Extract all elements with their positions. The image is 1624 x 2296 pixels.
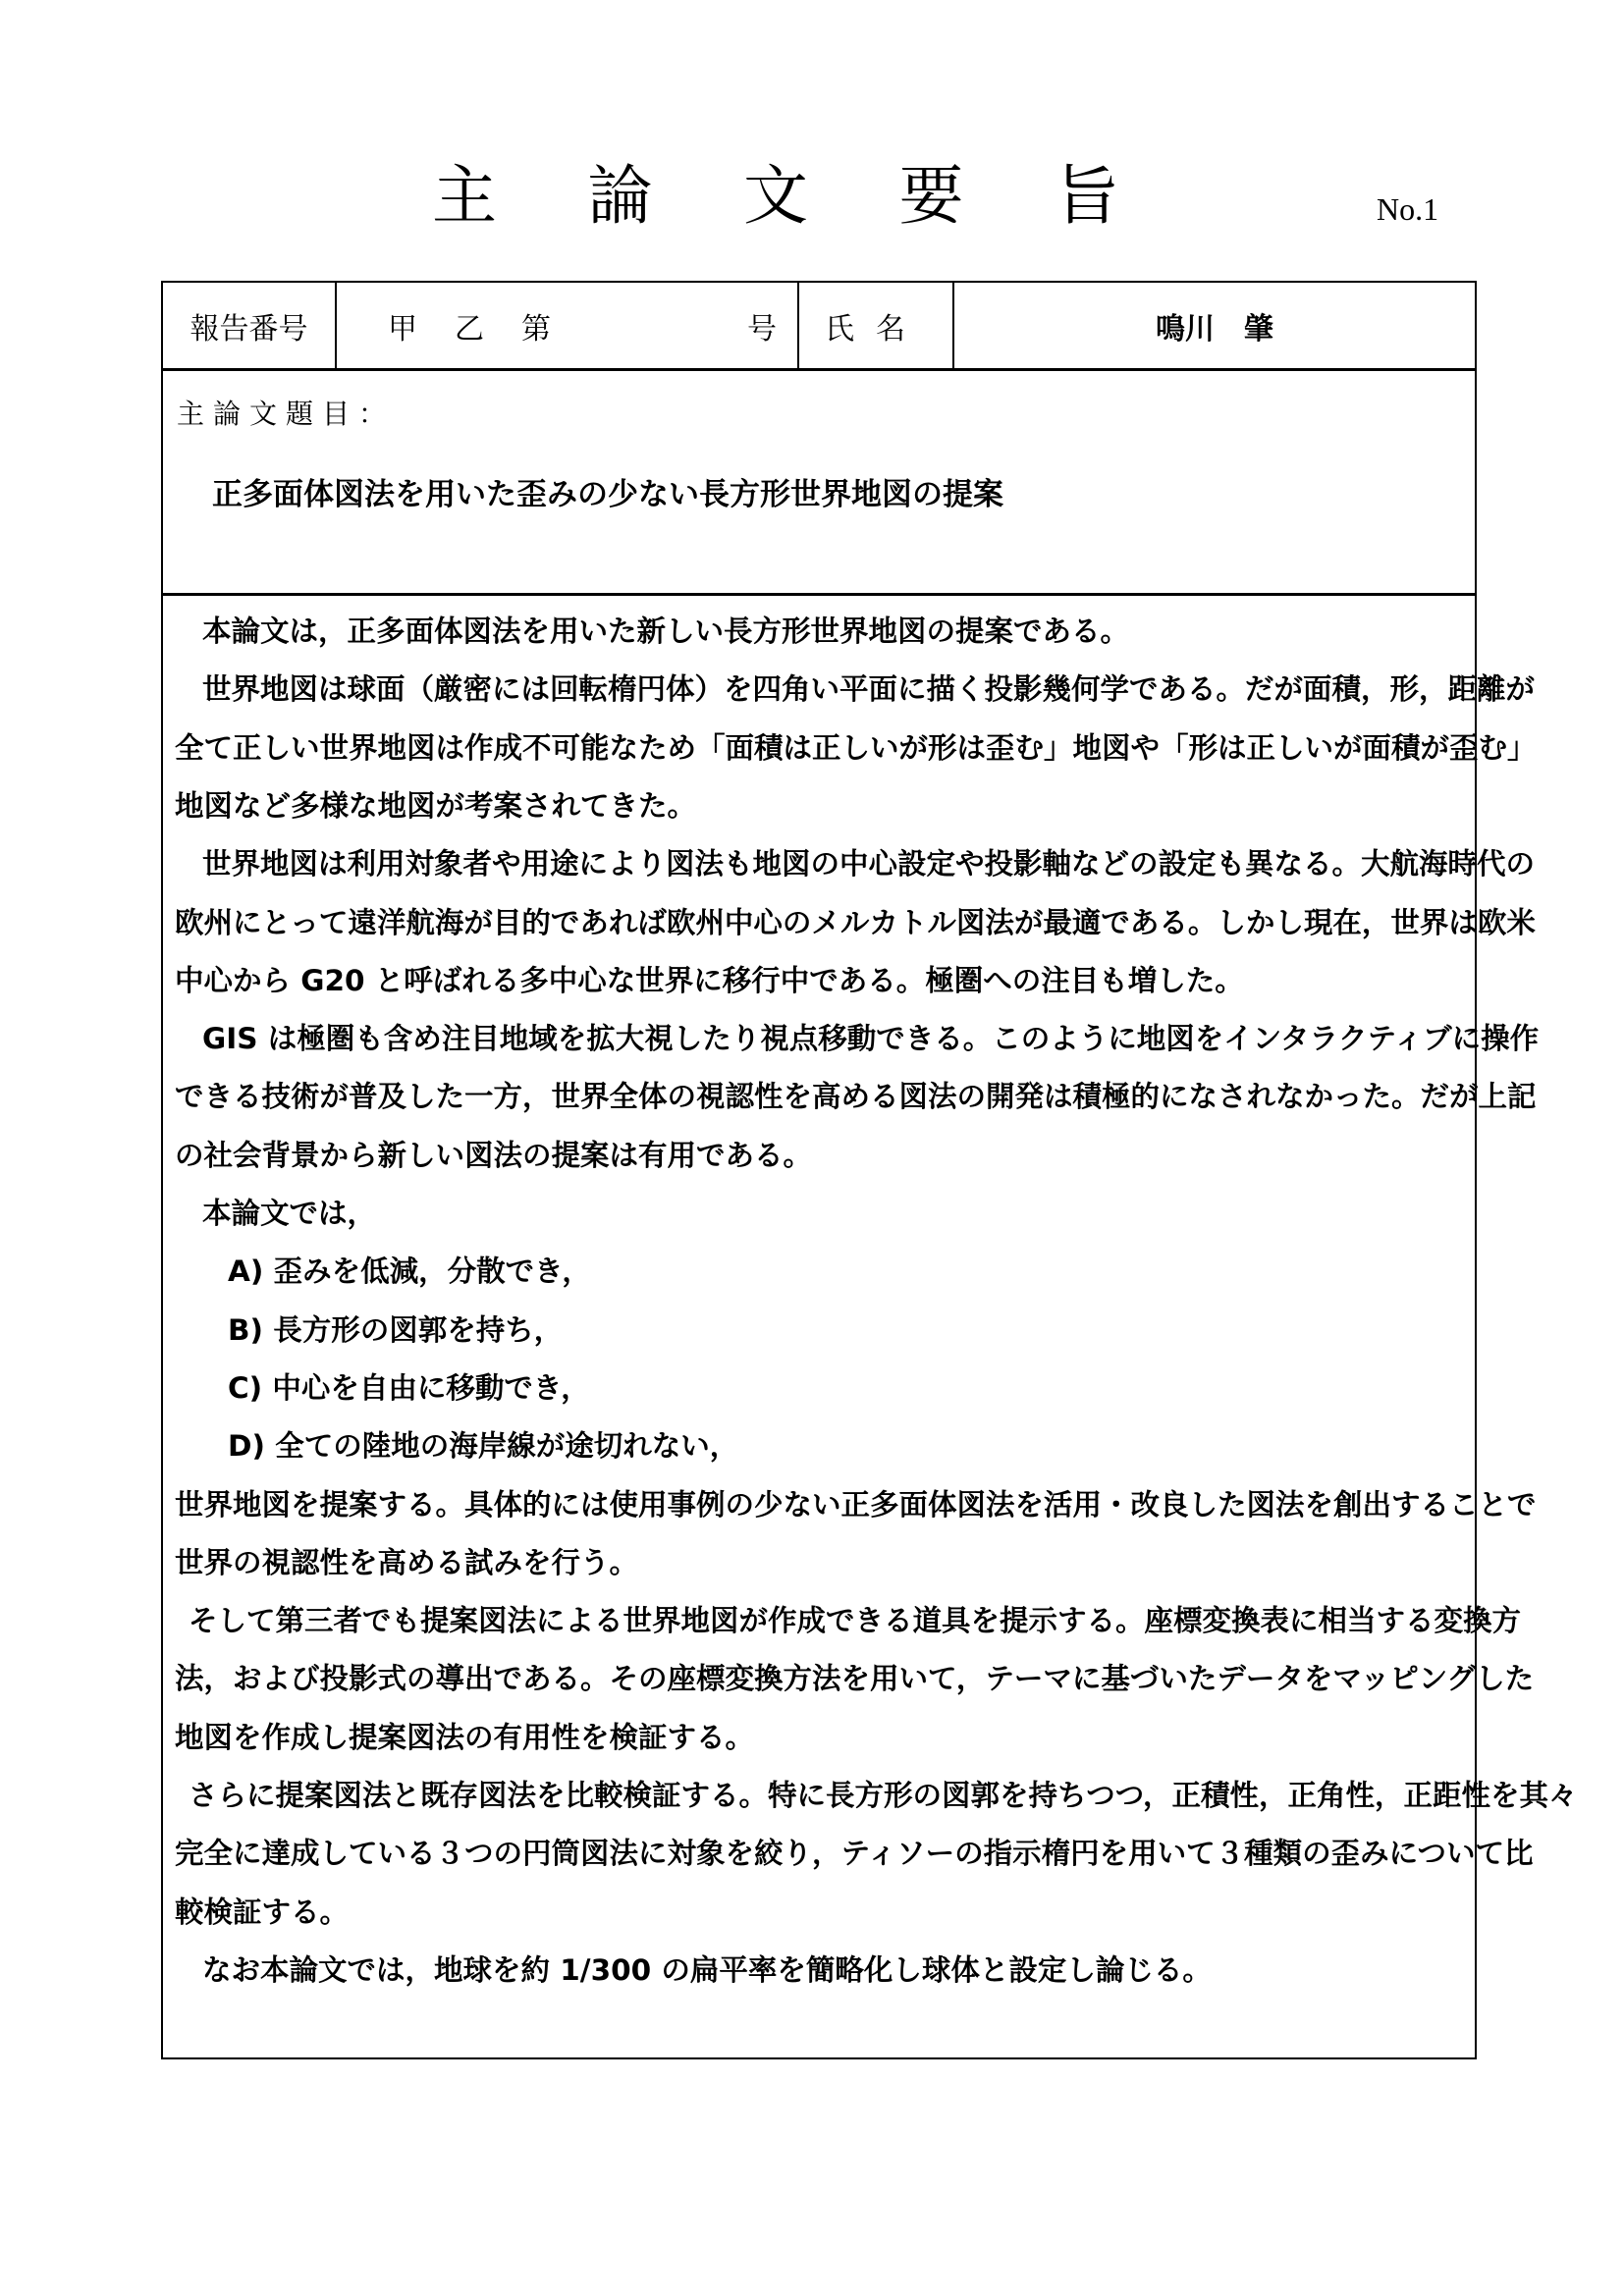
- report-number-label: 報告番号: [163, 283, 337, 368]
- abstract-line: D) 全ての陸地の海岸線が途切れない，: [228, 1429, 739, 1464]
- thesis-title: 正多面体図法を用いた歪みの少ない長方形世界地図の提案: [212, 477, 1003, 512]
- abstract-line: GIS は極圏も含め注目地域を拡大視したり視点移動できる。このように地図をインタラクティブに操作: [202, 1022, 1540, 1056]
- abstract-line: 世界地図は利用対象者や用途により図法も地図の中心設定や投影軸などの設定も異なる。大航海時代の: [202, 847, 1536, 881]
- summary-form: [161, 281, 1578, 2059]
- abstract-line: C) 中心を自由に移動でき，: [228, 1370, 590, 1405]
- report-otsu: 乙: [455, 311, 484, 347]
- name-label: 氏名: [799, 283, 954, 368]
- report-number-field: [337, 283, 799, 368]
- abstract-line: の社会背景から新しい図法の提案は有用である。: [175, 1138, 813, 1172]
- abstract-line: A) 歪みを低減，分散でき，: [228, 1255, 591, 1289]
- abstract-line: 世界の視認性を高める試みを行う。: [175, 1545, 639, 1579]
- abstract-line: 本論文は，正多面体図法を用いた新しい長方形世界地図の提案である。: [202, 614, 1130, 648]
- abstract-line: 地図を作成し提案図法の有用性を検証する。: [175, 1720, 755, 1754]
- page-number: No.1: [1377, 191, 1439, 227]
- title-char: 文: [743, 158, 808, 234]
- abstract-line: 世界地図を提案する。具体的には使用事例の少ない正多面体図法を活用・改良した図法を創出することで: [175, 1487, 1537, 1522]
- thesis-title-label: 主論文題目：: [177, 398, 396, 430]
- abstract-line: 中心から G20 と呼ばれる多中心な世界に移行中である。極圏への注目も増した。: [175, 963, 1244, 997]
- abstract-line: 法，および投影式の導出である。その座標変換方法を用いて，テーマに基づいたデータをマッピングした: [175, 1662, 1535, 1696]
- abstract-line: 較検証する。: [175, 1895, 350, 1929]
- abstract-line: 本論文では，: [202, 1197, 377, 1230]
- title-char: 旨: [1055, 158, 1119, 234]
- abstract-line: できる技術が普及した一方，世界全体の視認性を高める図法の開発は積極的になされなかった。だが上記: [175, 1080, 1537, 1114]
- title-char: 主: [432, 158, 497, 234]
- abstract-line: そして第三者でも提案図法による世界地図が作成できる道具を提示する。座標変換表に相当する変換方: [189, 1604, 1522, 1638]
- thesis-title-row: [163, 371, 1475, 596]
- abstract-line: 世界地図は球面（厳密には回転楕円体）を四角い平面に描く投影幾何学である。だが面積，形，距離が: [202, 672, 1536, 707]
- abstract-line: さらに提案図法と既存図法を比較検証する。特に長方形の図郭を持ちつつ，正積性，正角性，正距性を其々: [189, 1779, 1578, 1812]
- abstract-line: 欧州にとって遠洋航海が目的であれば欧州中心のメルカトル図法が最適である。しかし現在，世界は欧米: [175, 905, 1536, 939]
- info-row: [163, 283, 1475, 371]
- title-char: 論: [587, 158, 653, 234]
- report-gou: 号: [747, 311, 777, 347]
- abstract-line: 全て正しい世界地図は作成不可能なため「面積は正しいが形は歪む」地図や「形は正しいが面積が歪む」: [175, 730, 1537, 765]
- abstract-line: 完全に達成している３つの円筒図法に対象を絞り，ティソーの指示楕円を用いて３種類の歪みについて比: [175, 1837, 1534, 1871]
- author-name: 鳴川 肇: [1156, 311, 1273, 347]
- report-kou: 甲: [388, 311, 417, 347]
- abstract-line: 地図など多様な地図が考案されてきた。: [175, 788, 697, 823]
- abstract-line: B) 長方形の図郭を持ち，: [228, 1312, 564, 1347]
- report-dai: 第: [521, 311, 551, 347]
- abstract-line: なお本論文では，地球を約 1/300 の扁平率を簡略化し球体と設定し論じる。: [202, 1952, 1212, 1987]
- title-char: 要: [898, 158, 964, 234]
- document-title: [432, 157, 1119, 236]
